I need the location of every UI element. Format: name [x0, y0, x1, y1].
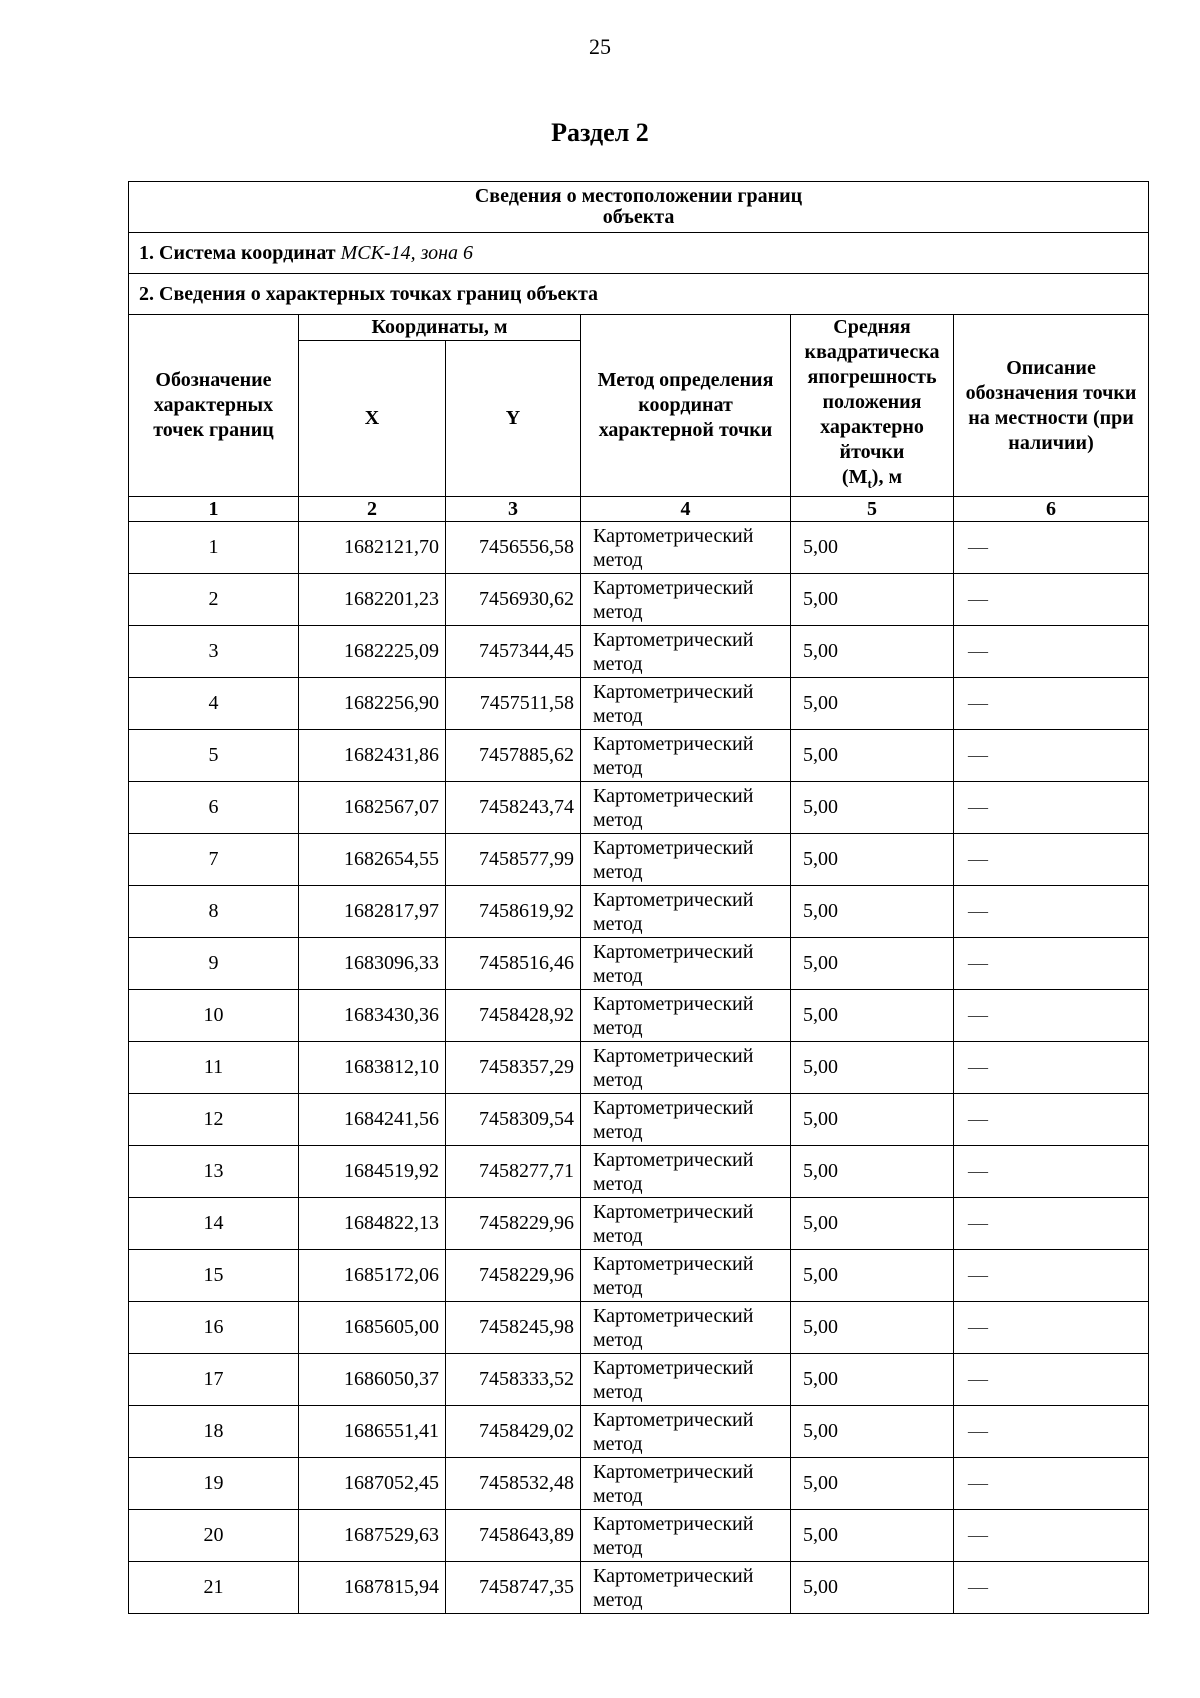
error-value: 5,00 [791, 1562, 954, 1614]
point-number: 19 [129, 1458, 299, 1510]
error-value: 5,00 [791, 678, 954, 730]
coord-y: 7458577,99 [446, 834, 581, 886]
method-line1: Картометрический [593, 524, 754, 547]
coord-x: 1682201,23 [299, 574, 446, 626]
points-label: 2. Сведения о характерных точках границ объекта [129, 274, 1149, 315]
coord-x: 1684519,92 [299, 1146, 446, 1198]
description-value: — [954, 886, 1149, 938]
coord-y: 7458643,89 [446, 1510, 581, 1562]
coord-x: 1682654,55 [299, 834, 446, 886]
error-value: 5,00 [791, 1250, 954, 1302]
method-line2: метод [593, 964, 643, 987]
method-cell [581, 1250, 791, 1302]
method-line1: Картометрический [593, 680, 754, 703]
coord-x: 1687529,63 [299, 1510, 446, 1562]
description-value: — [954, 730, 1149, 782]
header-x: X [299, 341, 446, 497]
method-line1: Картометрический [593, 940, 754, 963]
point-number: 4 [129, 678, 299, 730]
method-line1: Картометрический [593, 888, 754, 911]
method-line2: метод [593, 1016, 643, 1039]
coord-x: 1686551,41 [299, 1406, 446, 1458]
method-cell [581, 574, 791, 626]
table-row [129, 1198, 1149, 1250]
method-cell [581, 1354, 791, 1406]
method-line1: Картометрический [593, 1200, 754, 1223]
table-row [129, 1458, 1149, 1510]
method-line1: Картометрический [593, 784, 754, 807]
description-value: — [954, 1510, 1149, 1562]
method-line2: метод [593, 1536, 643, 1559]
coord-y: 7456930,62 [446, 574, 581, 626]
coord-x: 1684241,56 [299, 1094, 446, 1146]
points-label-row [129, 274, 1149, 315]
table-row [129, 1406, 1149, 1458]
method-line1: Картометрический [593, 1356, 754, 1379]
error-value: 5,00 [791, 990, 954, 1042]
description-value: — [954, 1042, 1149, 1094]
error-value: 5,00 [791, 626, 954, 678]
error-value: 5,00 [791, 522, 954, 574]
description-value: — [954, 1562, 1149, 1614]
error-value: 5,00 [791, 1198, 954, 1250]
coord-x: 1683096,33 [299, 938, 446, 990]
point-number: 9 [129, 938, 299, 990]
coord-x: 1687052,45 [299, 1458, 446, 1510]
col-number: 6 [954, 497, 1149, 522]
method-line1: Картометрический [593, 1408, 754, 1431]
error-value: 5,00 [791, 938, 954, 990]
coord-x: 1686050,37 [299, 1354, 446, 1406]
method-line2: метод [593, 860, 643, 883]
table-row [129, 1302, 1149, 1354]
section-title: Раздел 2 [551, 118, 649, 147]
method-line2: метод [593, 1120, 643, 1143]
column-numbers-row [129, 497, 1149, 522]
method-cell [581, 1042, 791, 1094]
table-row [129, 990, 1149, 1042]
point-number: 21 [129, 1562, 299, 1614]
method-cell [581, 886, 791, 938]
method-line2: метод [593, 912, 643, 935]
method-cell [581, 730, 791, 782]
method-cell [581, 678, 791, 730]
coord-x: 1682817,97 [299, 886, 446, 938]
coord-y: 7458277,71 [446, 1146, 581, 1198]
error-value: 5,00 [791, 886, 954, 938]
method-line2: метод [593, 600, 643, 623]
error-value: 5,00 [791, 1094, 954, 1146]
coord-x: 1684822,13 [299, 1198, 446, 1250]
description-value: — [954, 990, 1149, 1042]
method-cell [581, 1094, 791, 1146]
description-value: — [954, 1302, 1149, 1354]
coord-y: 7458747,35 [446, 1562, 581, 1614]
method-line2: метод [593, 808, 643, 831]
header-error-sub: t [867, 476, 872, 491]
error-value: 5,00 [791, 730, 954, 782]
method-cell [581, 782, 791, 834]
table-title-row [129, 182, 1149, 233]
coord-system-cell [129, 233, 1149, 274]
method-line2: метод [593, 1484, 643, 1507]
table-row [129, 1042, 1149, 1094]
table-row [129, 886, 1149, 938]
table-title [129, 182, 1149, 233]
method-line2: метод [593, 1588, 643, 1611]
description-value: — [954, 1198, 1149, 1250]
point-number: 11 [129, 1042, 299, 1094]
error-value: 5,00 [791, 1510, 954, 1562]
header-designation: Обозначение характерных точек границ [129, 315, 299, 497]
coord-y: 7458333,52 [446, 1354, 581, 1406]
coord-y: 7456556,58 [446, 522, 581, 574]
error-value: 5,00 [791, 1042, 954, 1094]
coord-y: 7457344,45 [446, 626, 581, 678]
coord-x: 1682121,70 [299, 522, 446, 574]
method-line2: метод [593, 1276, 643, 1299]
coord-system-label: 1. Система координат [139, 241, 336, 264]
header-error-main: Средняя квадратическа япогрешность положения характерно йточки [804, 316, 940, 463]
header-method: Метод определения координат характерной точки [581, 315, 791, 497]
coord-x: 1685172,06 [299, 1250, 446, 1302]
col-number: 2 [299, 497, 446, 522]
col-number: 1 [129, 497, 299, 522]
method-cell [581, 1458, 791, 1510]
coord-x: 1687815,94 [299, 1562, 446, 1614]
method-line1: Картометрический [593, 628, 754, 651]
description-value: — [954, 574, 1149, 626]
coord-system-row [129, 233, 1149, 274]
coord-x: 1682256,90 [299, 678, 446, 730]
method-cell [581, 1562, 791, 1614]
method-line1: Картометрический [593, 1304, 754, 1327]
table-row [129, 522, 1149, 574]
description-value: — [954, 1354, 1149, 1406]
coord-x: 1682431,86 [299, 730, 446, 782]
coord-y: 7458245,98 [446, 1302, 581, 1354]
method-line1: Картометрический [593, 836, 754, 859]
table-row [129, 938, 1149, 990]
table-row [129, 574, 1149, 626]
col-number: 3 [446, 497, 581, 522]
header-error [791, 315, 954, 497]
method-cell [581, 1146, 791, 1198]
point-number: 7 [129, 834, 299, 886]
method-line1: Картометрический [593, 1044, 754, 1067]
description-value: — [954, 782, 1149, 834]
coord-y: 7458428,92 [446, 990, 581, 1042]
method-line2: метод [593, 1432, 643, 1455]
description-value: — [954, 522, 1149, 574]
coord-y: 7458309,54 [446, 1094, 581, 1146]
method-line1: Картометрический [593, 1148, 754, 1171]
point-number: 3 [129, 626, 299, 678]
error-value: 5,00 [791, 1406, 954, 1458]
method-line1: Картометрический [593, 992, 754, 1015]
coord-y: 7458243,74 [446, 782, 581, 834]
table-row [129, 1146, 1149, 1198]
header-y: Y [446, 341, 581, 497]
method-line2: метод [593, 1328, 643, 1351]
method-cell [581, 1510, 791, 1562]
description-value: — [954, 678, 1149, 730]
point-number: 1 [129, 522, 299, 574]
boundary-points-table [128, 181, 1149, 1614]
method-line1: Картометрический [593, 1252, 754, 1275]
page-number: 25 [589, 34, 611, 59]
method-line1: Картометрический [593, 1460, 754, 1483]
point-number: 17 [129, 1354, 299, 1406]
method-line2: метод [593, 704, 643, 727]
method-line2: метод [593, 1224, 643, 1247]
col-number: 5 [791, 497, 954, 522]
coord-system-value: МСК-14, зона 6 [340, 241, 474, 264]
point-number: 15 [129, 1250, 299, 1302]
method-cell [581, 834, 791, 886]
table-row [129, 626, 1149, 678]
table-title-line1: Сведения о местоположении границ [474, 185, 803, 207]
description-value: — [954, 938, 1149, 990]
method-line2: метод [593, 548, 643, 571]
error-value: 5,00 [791, 782, 954, 834]
description-value: — [954, 1406, 1149, 1458]
method-cell [581, 990, 791, 1042]
point-number: 14 [129, 1198, 299, 1250]
coord-y: 7458357,29 [446, 1042, 581, 1094]
method-cell [581, 522, 791, 574]
header-error-m: (M [841, 466, 868, 488]
col-number: 4 [581, 497, 791, 522]
table-title-line2: объекта [602, 206, 675, 228]
description-value: — [954, 1458, 1149, 1510]
error-value: 5,00 [791, 834, 954, 886]
method-line2: метод [593, 1068, 643, 1091]
header-coordinates: Координаты, м [299, 315, 581, 341]
method-line2: метод [593, 1380, 643, 1403]
table-row [129, 1250, 1149, 1302]
method-line2: метод [593, 652, 643, 675]
error-value: 5,00 [791, 1146, 954, 1198]
description-value: — [954, 1250, 1149, 1302]
coord-y: 7457885,62 [446, 730, 581, 782]
header-description: Описание обозначения точки на местности (при наличии) [954, 315, 1149, 497]
coord-y: 7458532,48 [446, 1458, 581, 1510]
method-cell [581, 1406, 791, 1458]
header-error-unit: ), м [871, 466, 903, 488]
coord-y: 7458229,96 [446, 1198, 581, 1250]
method-cell [581, 1198, 791, 1250]
error-value: 5,00 [791, 574, 954, 626]
point-number: 13 [129, 1146, 299, 1198]
coord-y: 7457511,58 [446, 678, 581, 730]
table-row [129, 678, 1149, 730]
table-row [129, 1354, 1149, 1406]
method-line1: Картометрический [593, 1096, 754, 1119]
point-number: 16 [129, 1302, 299, 1354]
table-row [129, 1094, 1149, 1146]
description-value: — [954, 626, 1149, 678]
table-row [129, 834, 1149, 886]
point-number: 2 [129, 574, 299, 626]
description-value: — [954, 1146, 1149, 1198]
description-value: — [954, 834, 1149, 886]
coord-y: 7458516,46 [446, 938, 581, 990]
table-row [129, 1562, 1149, 1614]
point-number: 5 [129, 730, 299, 782]
error-value: 5,00 [791, 1302, 954, 1354]
coord-x: 1682225,09 [299, 626, 446, 678]
point-number: 8 [129, 886, 299, 938]
method-line1: Картометрический [593, 732, 754, 755]
method-cell [581, 1302, 791, 1354]
point-number: 12 [129, 1094, 299, 1146]
method-cell [581, 938, 791, 990]
table-row [129, 730, 1149, 782]
table-row [129, 1510, 1149, 1562]
method-line1: Картометрический [593, 1512, 754, 1535]
point-number: 20 [129, 1510, 299, 1562]
description-value: — [954, 1094, 1149, 1146]
method-line2: метод [593, 1172, 643, 1195]
coord-y: 7458429,02 [446, 1406, 581, 1458]
error-value: 5,00 [791, 1458, 954, 1510]
method-cell [581, 626, 791, 678]
point-number: 18 [129, 1406, 299, 1458]
method-line2: метод [593, 756, 643, 779]
coord-x: 1683812,10 [299, 1042, 446, 1094]
error-value: 5,00 [791, 1354, 954, 1406]
table-row [129, 782, 1149, 834]
coord-x: 1683430,36 [299, 990, 446, 1042]
coord-x: 1685605,00 [299, 1302, 446, 1354]
method-line1: Картометрический [593, 576, 754, 599]
column-headers-row [129, 315, 1149, 341]
coord-x: 1682567,07 [299, 782, 446, 834]
point-number: 6 [129, 782, 299, 834]
point-number: 10 [129, 990, 299, 1042]
coord-y: 7458619,92 [446, 886, 581, 938]
method-line1: Картометрический [593, 1564, 754, 1587]
coord-y: 7458229,96 [446, 1250, 581, 1302]
